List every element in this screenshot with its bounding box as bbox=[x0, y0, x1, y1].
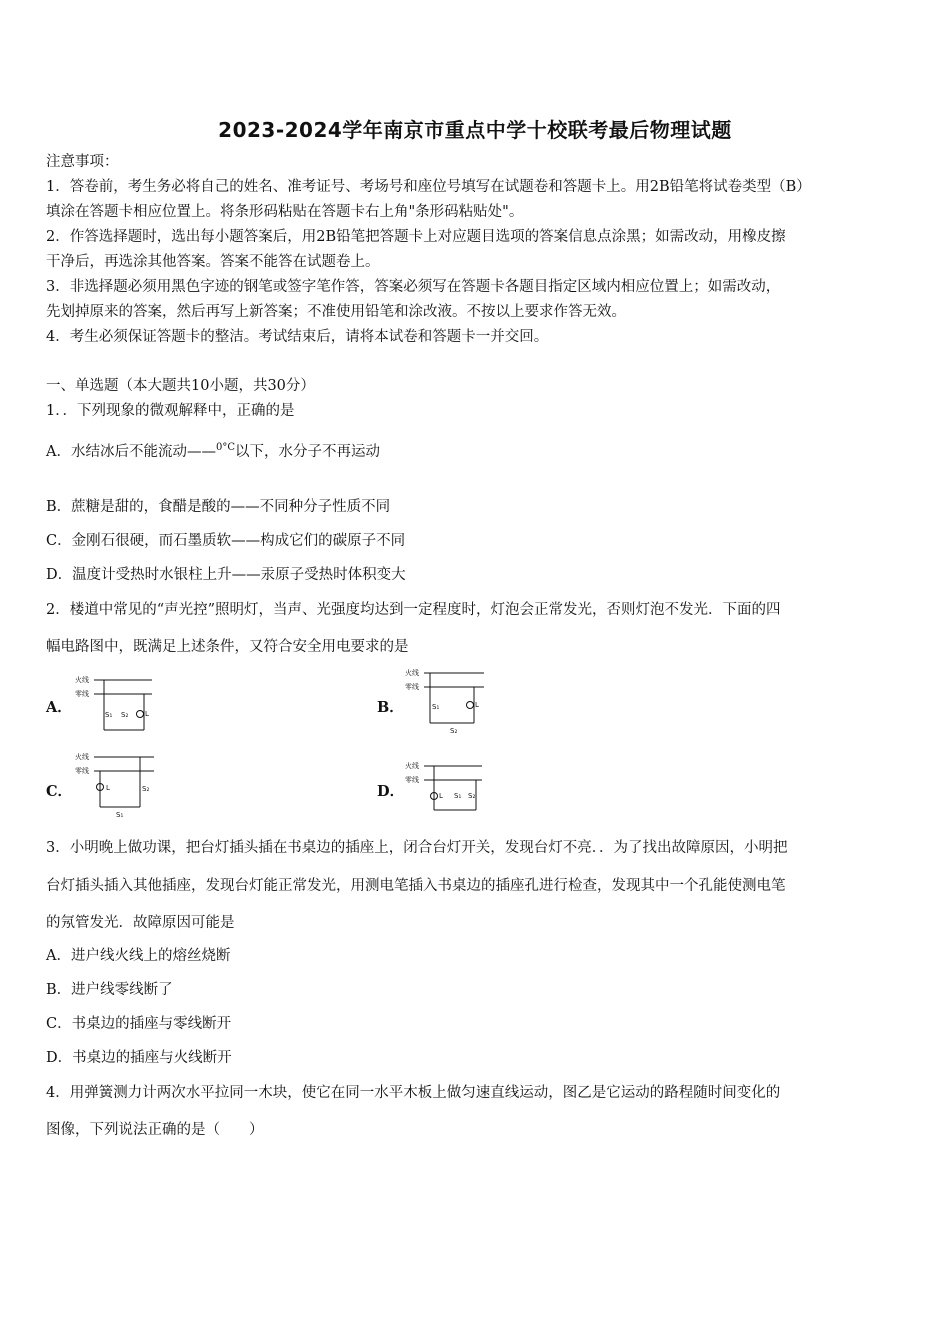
question-3-option-a: A．进户线火线上的熔丝烧断 bbox=[46, 948, 231, 964]
circuit-diagram-b bbox=[404, 667, 486, 737]
neutral-wire-label: 零线 bbox=[75, 690, 89, 698]
question-2-option-a-label: A． bbox=[46, 699, 72, 716]
question-1-option-b: B．蔗糖是甜的，食醋是酸的——不同种分子性质不同 bbox=[46, 499, 391, 515]
switch-label: S₂ bbox=[121, 711, 129, 719]
notice-line: 3．非选择题必须用黑色字迹的钢笔或签字笔作答，答案必须写在答题卡各题目指定区域内相应位置上；如需改动， bbox=[46, 279, 781, 295]
notice-line: 干净后，再选涂其他答案。答案不能答在试题卷上。 bbox=[46, 254, 380, 270]
temperature-symbol: 0°C bbox=[215, 442, 235, 453]
lamp-icon bbox=[467, 702, 474, 709]
notice-line: 2．作答选择题时，选出每小题答案后，用2B铅笔把答题卡上对应题目选项的答案信息点涂黑；如需改动，用橡皮擦 bbox=[46, 229, 786, 245]
neutral-wire-label: 零线 bbox=[75, 767, 89, 775]
circuit-diagram-a bbox=[74, 674, 154, 734]
live-wire-label: 火线 bbox=[75, 676, 89, 684]
question-2-option-d-label: D． bbox=[377, 783, 405, 800]
notice-heading: 注意事项： bbox=[46, 154, 119, 170]
question-3-stem: 3．小明晚上做功课，把台灯插头插在书桌边的插座上，闭合台灯开关，发现台灯不亮．．为了找出故障原因，小明把 bbox=[46, 840, 788, 856]
question-1-option-a bbox=[46, 442, 380, 464]
question-4-stem: 4．用弹簧测力计两次水平拉同一木块，使它在同一水平木板上做匀速直线运动，图乙是它运动的路程随时间变化的 bbox=[46, 1085, 781, 1101]
lamp-label: L bbox=[145, 710, 149, 718]
section-heading: 一、单选题（本大题共10小题，共30分） bbox=[46, 378, 315, 394]
page-title: 2023-2024学年南京市重点中学十校联考最后物理试题 bbox=[218, 118, 732, 142]
live-wire-label: 火线 bbox=[405, 669, 419, 677]
lamp-label: L bbox=[475, 701, 479, 709]
question-3-option-b: B．进户线零线断了 bbox=[46, 982, 173, 998]
notice-line: 先划掉原来的答案，然后再写上新答案；不准使用铅笔和涂改液。不按以上要求作答无效。 bbox=[46, 304, 626, 320]
question-1-stem: 1．．下列现象的微观解释中，正确的是 bbox=[46, 403, 295, 419]
question-3-stem: 台灯插头插入其他插座，发现台灯能正常发光，用测电笔插入书桌边的插座孔进行检查，发现其中一个孔能使测电笔 bbox=[46, 878, 786, 894]
neutral-wire-label: 零线 bbox=[405, 776, 419, 784]
switch-label: S₁ bbox=[454, 792, 462, 800]
option-a-suffix: 以下，水分子不再运动 bbox=[235, 444, 380, 460]
circuit-diagram-c bbox=[74, 751, 156, 821]
switch-label: S₁ bbox=[432, 703, 440, 711]
switch-label: S₂ bbox=[468, 792, 476, 800]
lamp-icon bbox=[137, 711, 144, 718]
question-4-stem: 图像，下列说法正确的是（ ） bbox=[46, 1122, 264, 1138]
lamp-label: L bbox=[439, 792, 443, 800]
question-3-stem: 的氖管发光．故障原因可能是 bbox=[46, 915, 235, 931]
switch-label: S₂ bbox=[142, 785, 150, 793]
circuit-diagram-d bbox=[404, 760, 484, 816]
question-2-stem: 2．楼道中常见的“声光控”照明灯，当声、光强度均达到一定程度时，灯泡会正常发光，否则灯泡不发光．下面的四 bbox=[46, 602, 781, 618]
switch-label: S₂ bbox=[450, 727, 458, 735]
switch-label: S₁ bbox=[116, 811, 124, 819]
notice-line: 填涂在答题卡相应位置上。将条形码粘贴在答题卡右上角"条形码粘贴处"。 bbox=[46, 204, 524, 220]
neutral-wire-label: 零线 bbox=[405, 683, 419, 691]
question-1-option-c: C．金刚石很硬，而石墨质软——构成它们的碳原子不同 bbox=[46, 533, 406, 549]
lamp-label: L bbox=[106, 784, 110, 792]
live-wire-label: 火线 bbox=[75, 753, 89, 761]
live-wire-label: 火线 bbox=[405, 762, 419, 770]
option-a-prefix: A．水结冰后不能流动—— bbox=[46, 444, 216, 460]
question-2-option-b-label: B． bbox=[377, 699, 404, 716]
question-1-option-d: D．温度计受热时水银柱上升——汞原子受热时体积变大 bbox=[46, 567, 406, 583]
switch-label: S₁ bbox=[105, 711, 113, 719]
question-2-option-c-label: C． bbox=[46, 783, 73, 800]
notice-line: 1．答卷前，考生务必将自己的姓名、准考证号、考场号和座位号填写在试题卷和答题卡上。用2B铅笔将试卷类型（B） bbox=[46, 179, 811, 195]
notice-line: 4．考生必须保证答题卡的整洁。考试结束后，请将本试卷和答题卡一并交回。 bbox=[46, 329, 549, 345]
question-3-option-d: D．书桌边的插座与火线断开 bbox=[46, 1050, 232, 1066]
question-2-stem: 幅电路图中，既满足上述条件，又符合安全用电要求的是 bbox=[46, 639, 409, 655]
question-3-option-c: C．书桌边的插座与零线断开 bbox=[46, 1016, 232, 1032]
